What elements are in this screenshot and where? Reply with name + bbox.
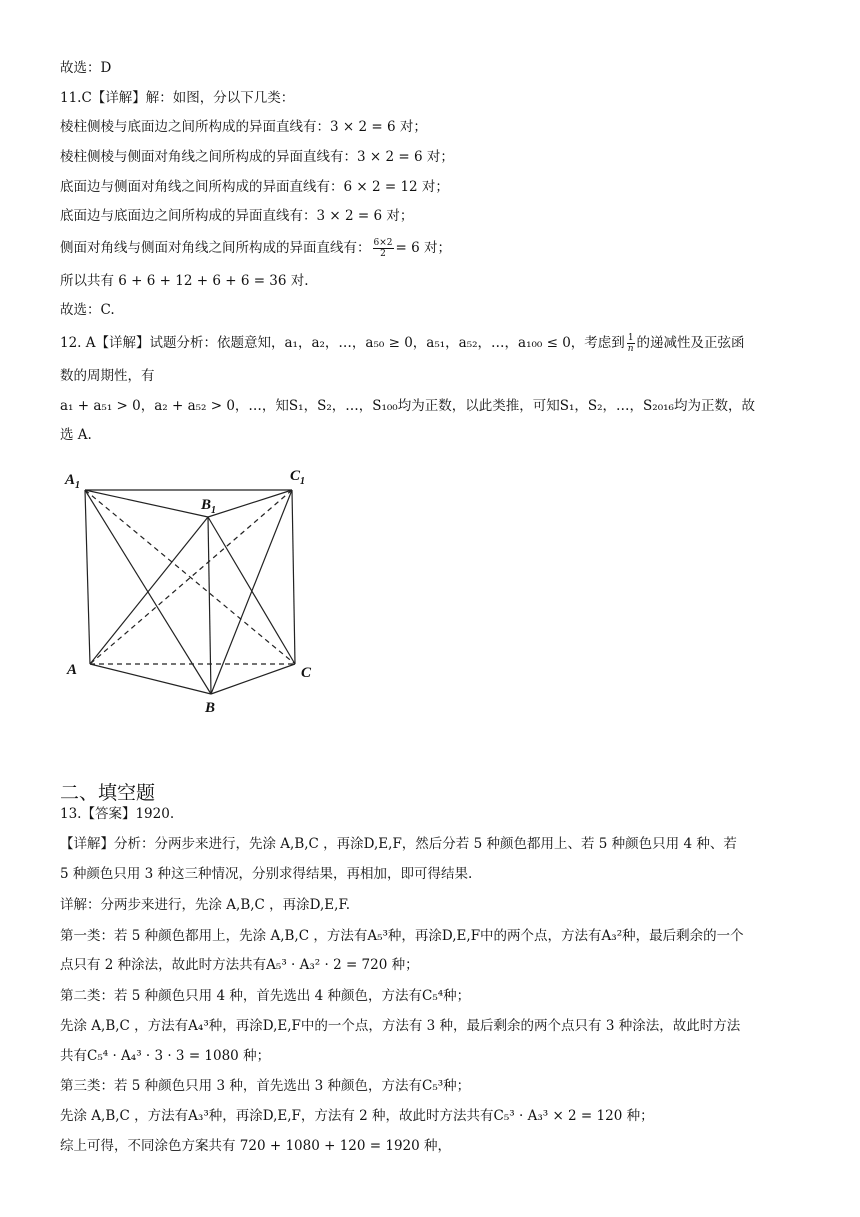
text-line: 5 种颜色只用 3 种这三种情况，分别求得结果，再相加，即可得结果. xyxy=(60,866,473,882)
text-line: 棱柱侧棱与底面边之间所构成的异面直线有：3 × 2 = 6 对； xyxy=(60,119,427,135)
diag-a1c-hidden xyxy=(85,490,295,664)
fraction xyxy=(373,238,394,259)
fraction-numerator: 6×2 xyxy=(373,238,393,248)
text-line: 先涂 A,B,C ，方法有A₃³种，再涂D,E,F，方法有 2 种，故此时方法共有C₅³ · A₃³ × 2 = 120 种； xyxy=(60,1108,654,1124)
text-line: 侧面对角线与侧面对角线之间所构成的异面直线有： xyxy=(60,240,371,256)
text-line-with-fraction xyxy=(60,333,804,354)
text-line: 共有C₅⁴ · A₄³ · 3 · 3 = 1080 种； xyxy=(60,1048,271,1064)
label-a: A xyxy=(67,662,78,678)
text-line: 【详解】分析：分两步来进行，先涂 A,B,C ，再涂D,E,F，然后分若 5 种颜色都用上、若 5 种颜色只用 4 种、若 xyxy=(60,836,737,852)
text-line: 先涂 A,B,C ，方法有A₄³种，再涂D,E,F中的一个点，方法有 3 种，最后剩余的两个点只有 3 种涂法，故此时方法 xyxy=(60,1018,741,1034)
edge-cc1 xyxy=(292,490,295,664)
text-line: 12. A【详解】试题分析：依题意知，a₁，a₂，…，a₅₀ ≥ 0，a₅₁，a₅₂，…，a₁₀₀ ≤ 0，考虑到 xyxy=(60,335,625,351)
text-line: 底面边与底面边之间所构成的异面直线有：3 × 2 = 6 对； xyxy=(60,208,414,224)
text-line: 数的周期性，有 xyxy=(60,368,155,384)
edge-bc xyxy=(211,664,295,694)
text-line: 第二类：若 5 种颜色只用 4 种，首先选出 4 种颜色，方法有C₅⁴种； xyxy=(60,988,471,1004)
label-c1: $C_1$ xyxy=(290,468,306,487)
text-line: 选 A. xyxy=(60,427,92,443)
diag-c1a-hidden xyxy=(90,490,292,664)
fraction-suffix: 的递减性及正弦函 xyxy=(636,335,745,351)
text-line-with-fraction xyxy=(60,238,804,259)
section-title: 二、填空题 xyxy=(60,782,156,804)
fraction-numerator: 1 xyxy=(627,333,634,343)
text-line: 故选：D xyxy=(60,60,112,76)
edge-ab xyxy=(90,664,211,694)
text-line: 故选：C. xyxy=(60,302,115,318)
label-b: B xyxy=(205,700,216,716)
edge-b1c1 xyxy=(208,490,292,517)
fraction-denominator: 2 xyxy=(380,249,386,259)
text-line: 11.C【详解】解：如图，分以下几类： xyxy=(60,90,295,106)
text-line: 第一类：若 5 种颜色都用上，先涂 A,B,C ，方法有A₅³种，再涂D,E,F中的两个点，方法有A₃²种，最后剩余的一个 xyxy=(60,928,744,944)
label-a1: $A_1$ xyxy=(65,472,81,491)
prism-diagram xyxy=(55,462,325,722)
fraction-suffix: = 6 对； xyxy=(395,240,451,256)
diag-b1a xyxy=(90,517,208,664)
edge-a1b1 xyxy=(85,490,208,517)
edge-aa1 xyxy=(85,490,90,664)
text-line: 综上可得，不同涂色方案共有 720 + 1080 + 120 = 1920 种， xyxy=(60,1138,452,1154)
text-line: 详解：分两步来进行，先涂 A,B,C ，再涂D,E,F. xyxy=(60,897,350,913)
edge-bb1 xyxy=(208,517,211,694)
text-line: 第三类：若 5 种颜色只用 3 种，首先选出 3 种颜色，方法有C₅³种； xyxy=(60,1078,471,1094)
fraction xyxy=(627,333,635,354)
prism-figure xyxy=(55,462,325,722)
text-line: 底面边与侧面对角线之间所构成的异面直线有：6 × 2 = 12 对； xyxy=(60,179,449,195)
fraction-denominator: n xyxy=(627,344,634,354)
text-line: 13.【答案】1920. xyxy=(60,806,175,822)
label-c: C xyxy=(301,665,312,681)
text-line: 棱柱侧棱与侧面对角线之间所构成的异面直线有：3 × 2 = 6 对； xyxy=(60,149,454,165)
label-b1: $B_1$ xyxy=(201,497,217,516)
text-line: 所以共有 6 + 6 + 12 + 6 + 6 = 36 对. xyxy=(60,273,309,289)
text-line: 点只有 2 种涂法，故此时方法共有A₅³ · A₃² · 2 = 720 种； xyxy=(60,957,419,973)
text-line: a₁ + a₅₁ > 0，a₂ + a₅₂ > 0，…，知S₁，S₂，…，S₁₀₀均为正数，以此类推，可知S₁，S₂，…，S₂₀₁₆均为正数，故 xyxy=(60,398,755,414)
